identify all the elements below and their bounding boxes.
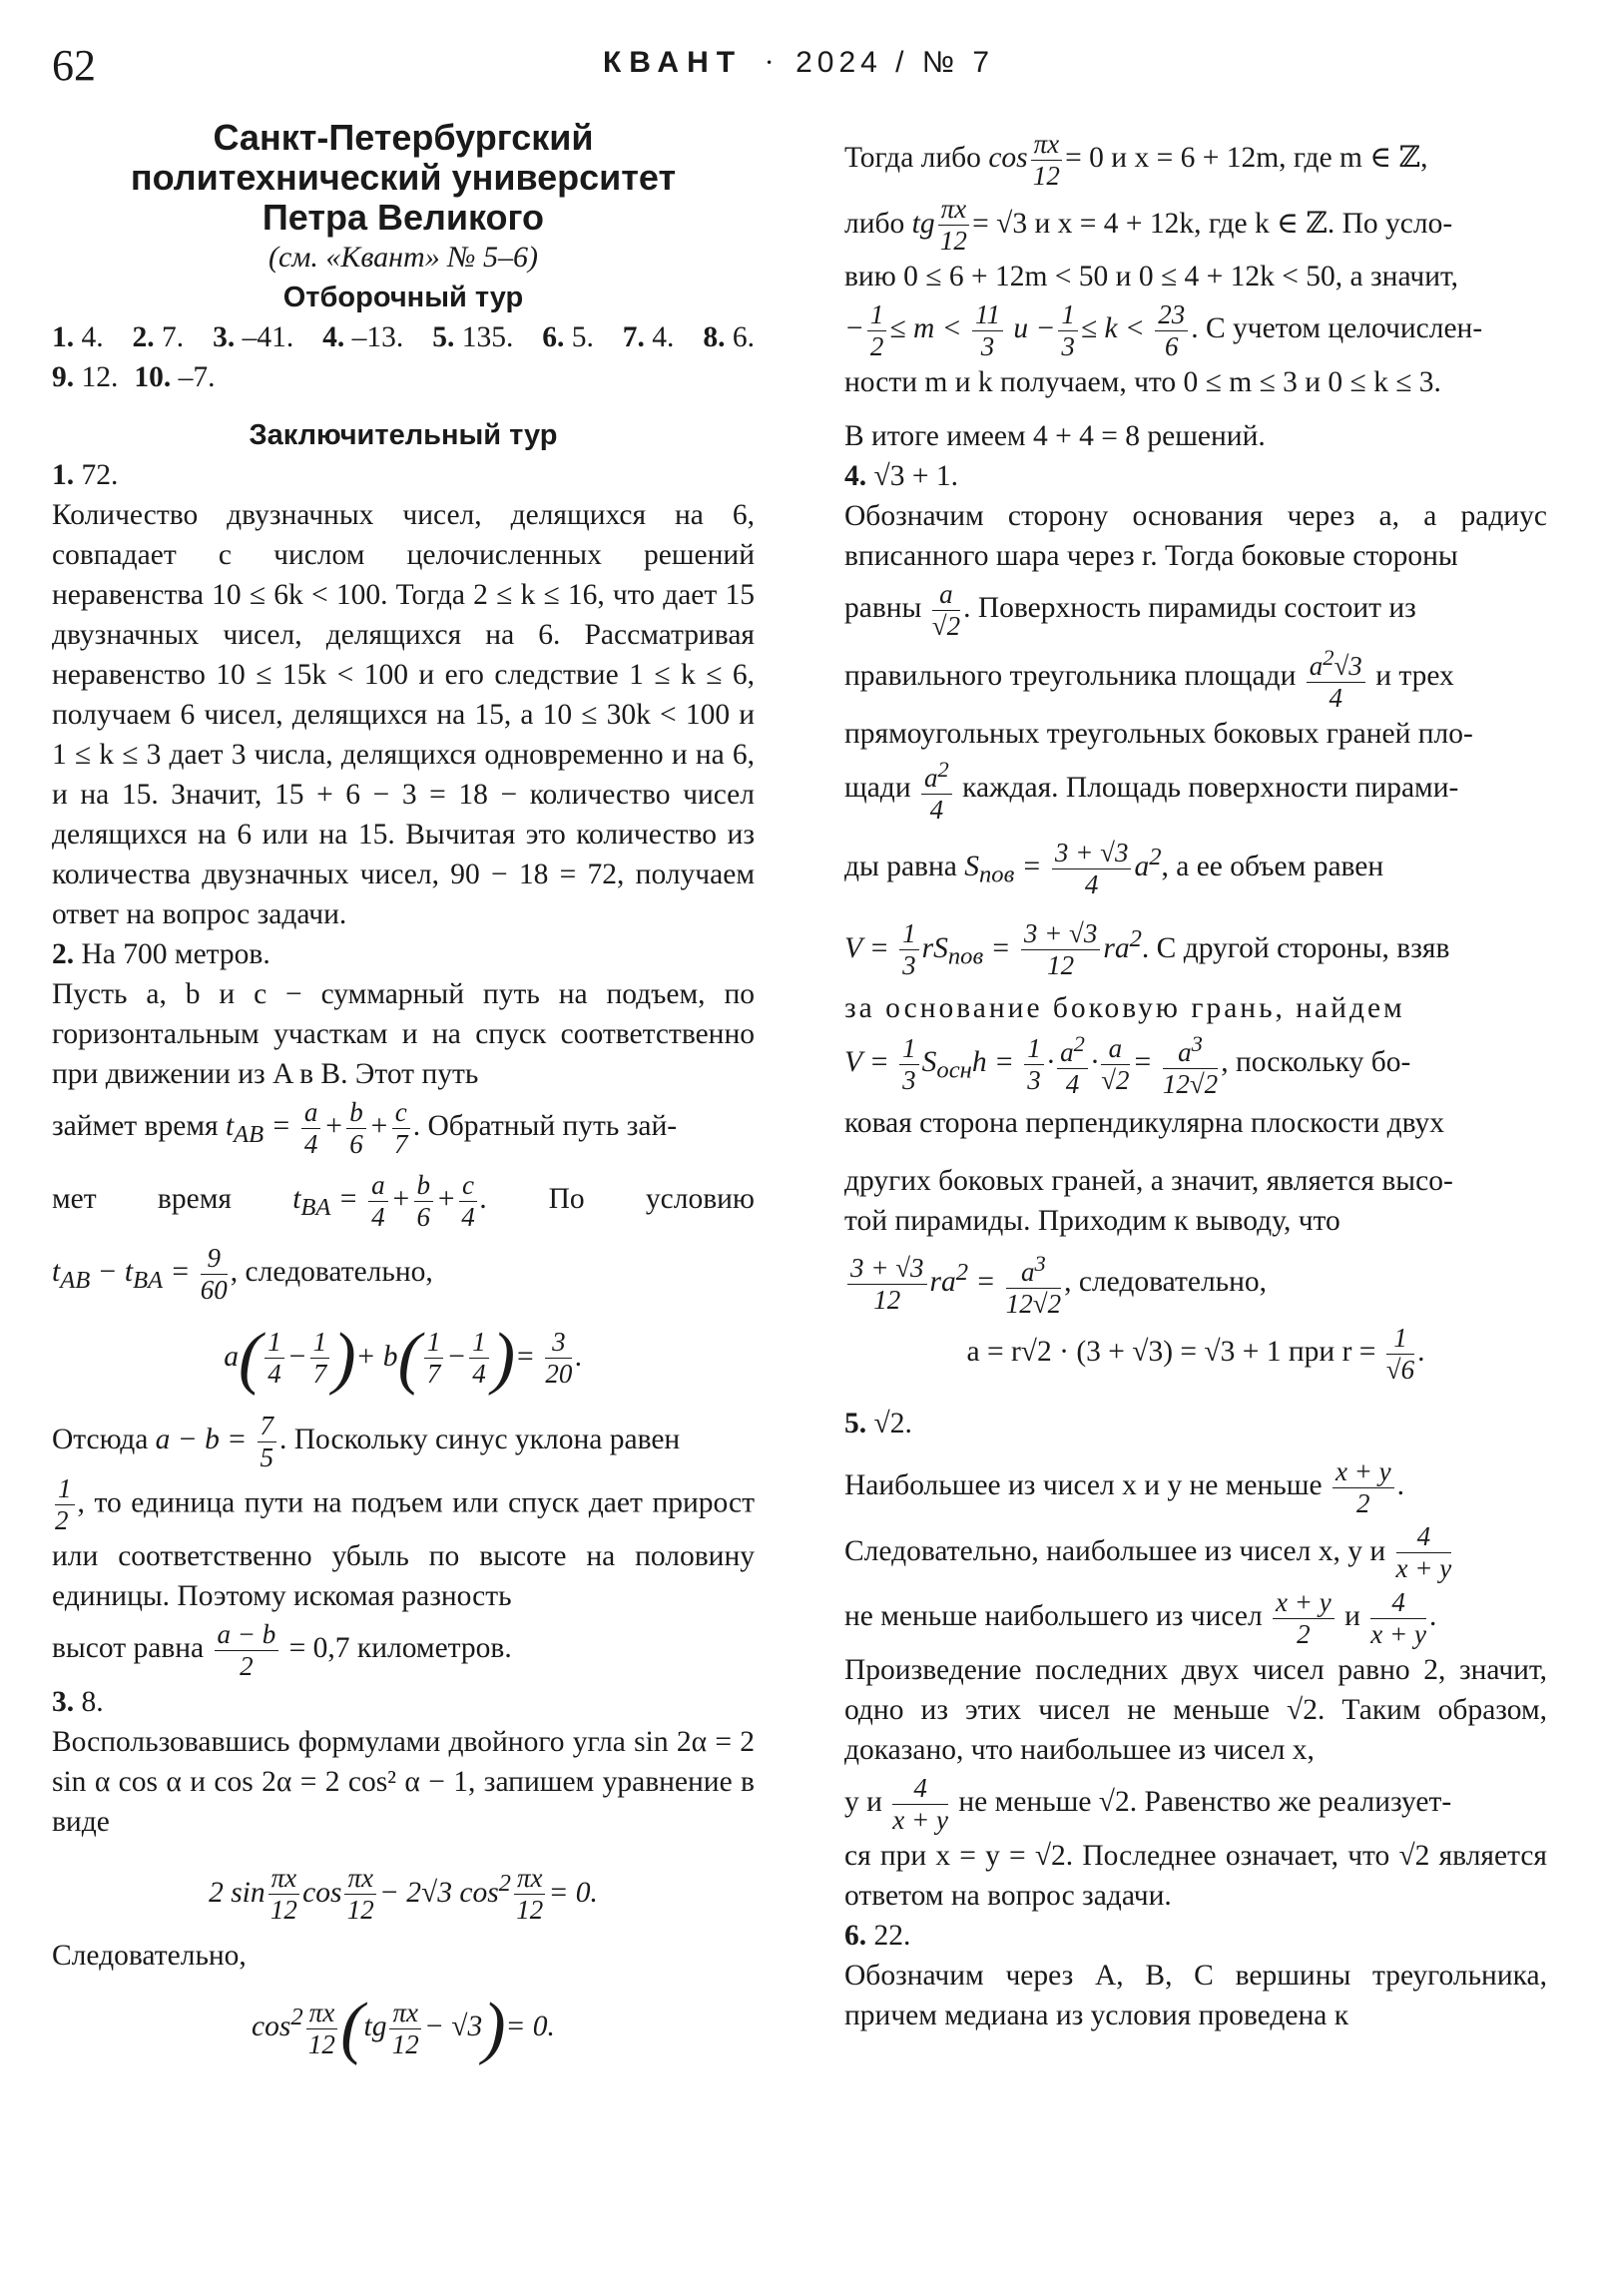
problem-4-line-10: других боковых граней, а значит, является высо- (844, 1165, 1453, 1198)
right-line-1: Тогда либо cos $\frac{\pi x}{12}$ = 0 и x = 6 + 12m, где m ∈ ℤ, (844, 126, 1547, 192)
formula-tg: tg $\frac{\pi x}{12}$ (912, 192, 972, 258)
problem-3-then: Следовательно, (52, 1940, 247, 1973)
subtitle: (см. «Квант» № 5–6) (267, 241, 538, 274)
problem-4-line-5: ды равна $S_{пов}$ = $\frac{3 + √3}{4}$ $a^2$, а ее объем равен (844, 826, 1547, 907)
formula-v1: V = $\frac{1}{3}$ $rS_{пов}$ = $\frac{3 + √3}{12}$ $ra^2$ (844, 918, 1142, 981)
qualifying-answer: 5. 135. (432, 321, 514, 353)
title-line-2: политехнический университет (130, 157, 677, 198)
formula-eq3b: $\cos^2$ $\frac{\pi x}{12}$ (tg $\frac{\pi x}{12}$ − √3)= 0. (252, 1990, 555, 2067)
formula-amb: a − b = $\frac{7}{5}$ (156, 1408, 279, 1473)
journal-name: КВАНТ (602, 46, 744, 79)
formula-xy: $\frac{x + y}{2}$ (1332, 1456, 1394, 1519)
problem-5-line-3: не меньше наибольшего из чисел $\frac{x + y}{2}$ и $\frac{4}{x + y}$ . (844, 1587, 1437, 1650)
formula-half: $\frac{1}{2}$ (55, 1473, 75, 1536)
formula-cos: cos $\frac{\pi x}{12}$ (988, 126, 1065, 192)
formula-eq2: a( $\frac{1}{4}$ − $\frac{1}{7}$ )+ b( $\frac{1}{7}$ − $\frac{1}{4}$ )= $\frac{3}{20}$ . (224, 1319, 583, 1397)
title-line-3: Петра Великого (262, 197, 545, 238)
qualifying-answer: 10. –7. (134, 361, 216, 393)
problem-6-answer: 6. 22. (844, 1919, 911, 1952)
qualifying-answer: 8. 6. (703, 321, 755, 353)
right-line-5: ности m и k получаем, что 0 ≤ m ≤ 3 и 0 ≤ k ≤ 3. (844, 366, 1441, 399)
formula-rval: $\frac{1}{√6}$ (1385, 1322, 1415, 1385)
formula-lat: $\frac{a^2}{4}$ (921, 754, 952, 826)
answers-line-1 (52, 317, 755, 357)
problem-4-line-1: равны $\frac{a}{√2}$ . Поверхность пирамиды состоит из (844, 578, 1416, 641)
problem-5-line-2: Следовательно, наибольшее из чисел x, y и $\frac{4}{x + y}$ (844, 1521, 1452, 1584)
qualifying-answer: 2. 7. (132, 321, 185, 353)
problem-5-answer: 5. √2. (844, 1407, 912, 1439)
running-header (0, 46, 1597, 80)
problem-4-line-11: той пирамиды. Приходим к выводу, что (844, 1205, 1340, 1238)
formula-side: $\frac{a}{√2}$ (931, 578, 961, 641)
section-final: Заключительный тур (249, 419, 558, 451)
formula-ineq: − $\frac{1}{2}$ ≤ m < $\frac{11}{3}$ и − $\frac{1}{3}$ ≤ k < $\frac{23}{6}$ (844, 296, 1191, 362)
problem-2-tba-line: мет время $t_{BA}$ = $\frac{a}{4}$ + $\frac{b}{6}$ + $\frac{c}{4}$ . По условию (52, 1167, 755, 1240)
qualifying-answer: 9. 12. (52, 361, 119, 393)
right-line-6: В итоге имеем 4 + 4 = 8 решений. (844, 420, 1266, 453)
right-line-3: вию 0 ≤ 6 + 12m < 50 и 0 ≤ 4 + 12k < 50, а значит, (844, 261, 1459, 293)
header-separator: · (764, 46, 775, 79)
problem-5-line-1: Наибольшее из чисел x и y не меньше $\frac{x + y}{2}$ . (844, 1455, 1405, 1518)
formula-frac4: $\frac{4}{x + y}$ (1395, 1521, 1452, 1584)
problem-4-text: Обозначим сторону основания через a, а радиус вписанного шара через r. Тогда боковые стороны (844, 500, 1547, 573)
problem-5-line-6: ся при x = y = √2. Последнее означает, что √2 является ответом на вопрос задачи. (844, 1839, 1547, 1912)
problem-1-text: Количество двузначных чисел, делящихся на 6, совпадает с числом целочисленных решений неравенства 10 ≤ 6k < 100. Тогда 2 ≤ k ≤ 16, что дает 15 двузначных чисел, делящихся на 6. Рассматривая неравенство 10 ≤ 15k < 100 и его следствие 1 ≤ k ≤ 6, получаем 6 чисел, делящихся на 15, а 10 ≤ 30k < 100 и 1 ≤ k ≤ 3 дает 3 числа, делящихся одновременно и на 6, и на 15. Значит, 15 + 6 − 3 = 18 − количество чисел делящихся на 6 или на 15. Вычитая это количество из количества двузначных чисел, 90 − 18 = 72, получаем ответ на вопрос задачи. (52, 499, 755, 930)
problem-4-answer: 4. √3 + 1. (844, 460, 958, 493)
problem-5-line-5: y и $\frac{4}{x + y}$ не меньше √2. Равенство же реализует- (844, 1772, 1452, 1835)
formula-height: $\frac{a - b}{2}$ (215, 1619, 279, 1682)
problem-2-answer: 2. На 700 метров. (52, 938, 270, 970)
problem-2-amb-line: Отсюда a − b = $\frac{7}{5}$ . Поскольку синус уклона равен (52, 1408, 755, 1473)
page-number: 62 (52, 41, 96, 90)
problem-6-text: Обозначим через A, B, C вершины треугольника, причем медиана из условия проведена к (844, 1959, 1547, 2031)
qualifying-answer: 1. 4. (52, 321, 104, 353)
problem-2-diff-line: $t_{AB} - t_{BA}$ = $\frac{9}{60}$ , следовательно, (52, 1240, 755, 1313)
formula-v3: $\frac{3 + √3}{12}$ $ra^2$ = $\frac{a^3}{12√2}$ (844, 1241, 1064, 1320)
problem-2-half-text: $\frac{1}{2}$ , то единица пути на подъем или спуск дает прирост или соответственно убыль по высоте на половину единицы. Поэтому искомая разность (52, 1473, 755, 1613)
problem-2-text: Пусть a, b и c − суммарный путь на подъем, по горизонтальным участкам и на спуск соответственно при движении из A в B. Этот путь (52, 978, 755, 1090)
right-line-2: либо tg $\frac{\pi x}{12}$ = √3 и x = 4 + 12k, где k ∈ ℤ. По усло- (844, 192, 1547, 258)
right-line-4: − $\frac{1}{2}$ ≤ m < $\frac{11}{3}$ и − $\frac{1}{3}$ ≤ k < $\frac{23}{6}$ . С учетом целочислен- (844, 296, 1547, 362)
problem-3-answer: 3. 8. (52, 1685, 104, 1718)
problem-4-line-4: щади $\frac{a^2}{4}$ каждая. Площадь поверхности пирами- (844, 754, 1547, 826)
problem-2-height-line: высот равна $\frac{a - b}{2}$ = 0,7 километров. (52, 1618, 512, 1681)
formula-area: $\frac{a^2√3}{4}$ (1307, 642, 1365, 714)
problem-4-line-2: правильного треугольника площади $\frac{a^2√3}{4}$ и трех (844, 642, 1547, 714)
formula-v2: V = $\frac{1}{3}$ $S_{осн}h$ = $\frac{1}{3}$ · $\frac{a^2}{4}$ · $\frac{a}{√2}$ = $\frac{a^3}{12√2}$ (844, 1028, 1221, 1103)
problem-4-line-7: за основание боковую грань, найдем (844, 992, 1405, 1025)
formula-eq3: 2 sin $\frac{\pi x}{12}$ cos $\frac{\pi x}{12}$ − 2√3 $\cos^2$ $\frac{\pi x}{12}$ = 0. (209, 1863, 598, 1926)
formula-diff: $t_{AB} - t_{BA}$ = $\frac{9}{60}$ (52, 1242, 228, 1305)
problem-5-line-4: Произведение последних двух чисел равно 2, значит, одно из этих чисел не меньше √2. Таким образом, доказано, что наибольшее из чисел x, (844, 1654, 1547, 1767)
title-line-1: Санкт-Петербургский (213, 117, 594, 158)
left-column (52, 117, 755, 2067)
right-column (844, 126, 1547, 2035)
formula-tab: $t_{AB}$ = $\frac{a}{4}$ + $\frac{b}{6}$ + $\frac{c}{7}$ (226, 1094, 413, 1167)
issue-number: 2024 / № 7 (796, 46, 995, 79)
problem-4-line-3: прямоугольных треугольных боковых граней пло- (844, 717, 1473, 750)
qualifying-answer: 6. 5. (542, 321, 594, 353)
problem-4-line-12: $\frac{3 + √3}{12}$ $ra^2$ = $\frac{a^3}{12√2}$ , следовательно, (844, 1241, 1547, 1320)
problem-4-line-9: ковая сторона перпендикулярна плоскости двух (844, 1107, 1445, 1140)
problem-3-text: Воспользовавшись формулами двойного угла sin 2α = 2 sin α cos α и cos 2α = 2 cos² α − 1, запишем уравнение в виде (52, 1725, 755, 1838)
problem-4-line-8: V = $\frac{1}{3}$ $S_{осн}h$ = $\frac{1}{3}$ · $\frac{a^2}{4}$ · $\frac{a}{√2}$ = $\frac{a^3}{12√2}$ , поскольку бо- (844, 1028, 1547, 1103)
problem-1-answer: 1. 72. (52, 459, 119, 491)
qualifying-answer: 7. 4. (622, 321, 675, 353)
section-qualifying: Отборочный тур (282, 282, 524, 313)
formula-spov: $S_{пов}$ = $\frac{3 + √3}{4}$ $a^2$ (964, 837, 1162, 899)
qualifying-answer: 4. –13. (322, 321, 404, 353)
answers-line-2 (52, 357, 755, 397)
formula-tba: $t_{BA}$ = $\frac{a}{4}$ + $\frac{b}{6}$ + $\frac{c}{4}$ . (292, 1169, 488, 1232)
qualifying-answer: 3. –41. (213, 321, 294, 353)
problem-4-line-6: V = $\frac{1}{3}$ $rS_{пов}$ = $\frac{3 + √3}{12}$ $ra^2$. С другой стороны, взяв (844, 907, 1547, 989)
problem-4-final: a = r√2 · (3 + √3) = √3 + 1 при r = $\frac{1}{√6}$ . (966, 1322, 1425, 1385)
problem-2-tab-line: займет время $t_{AB}$ = $\frac{a}{4}$ + $\frac{b}{6}$ + $\frac{c}{7}$ . Обратный путь зай- (52, 1094, 755, 1167)
